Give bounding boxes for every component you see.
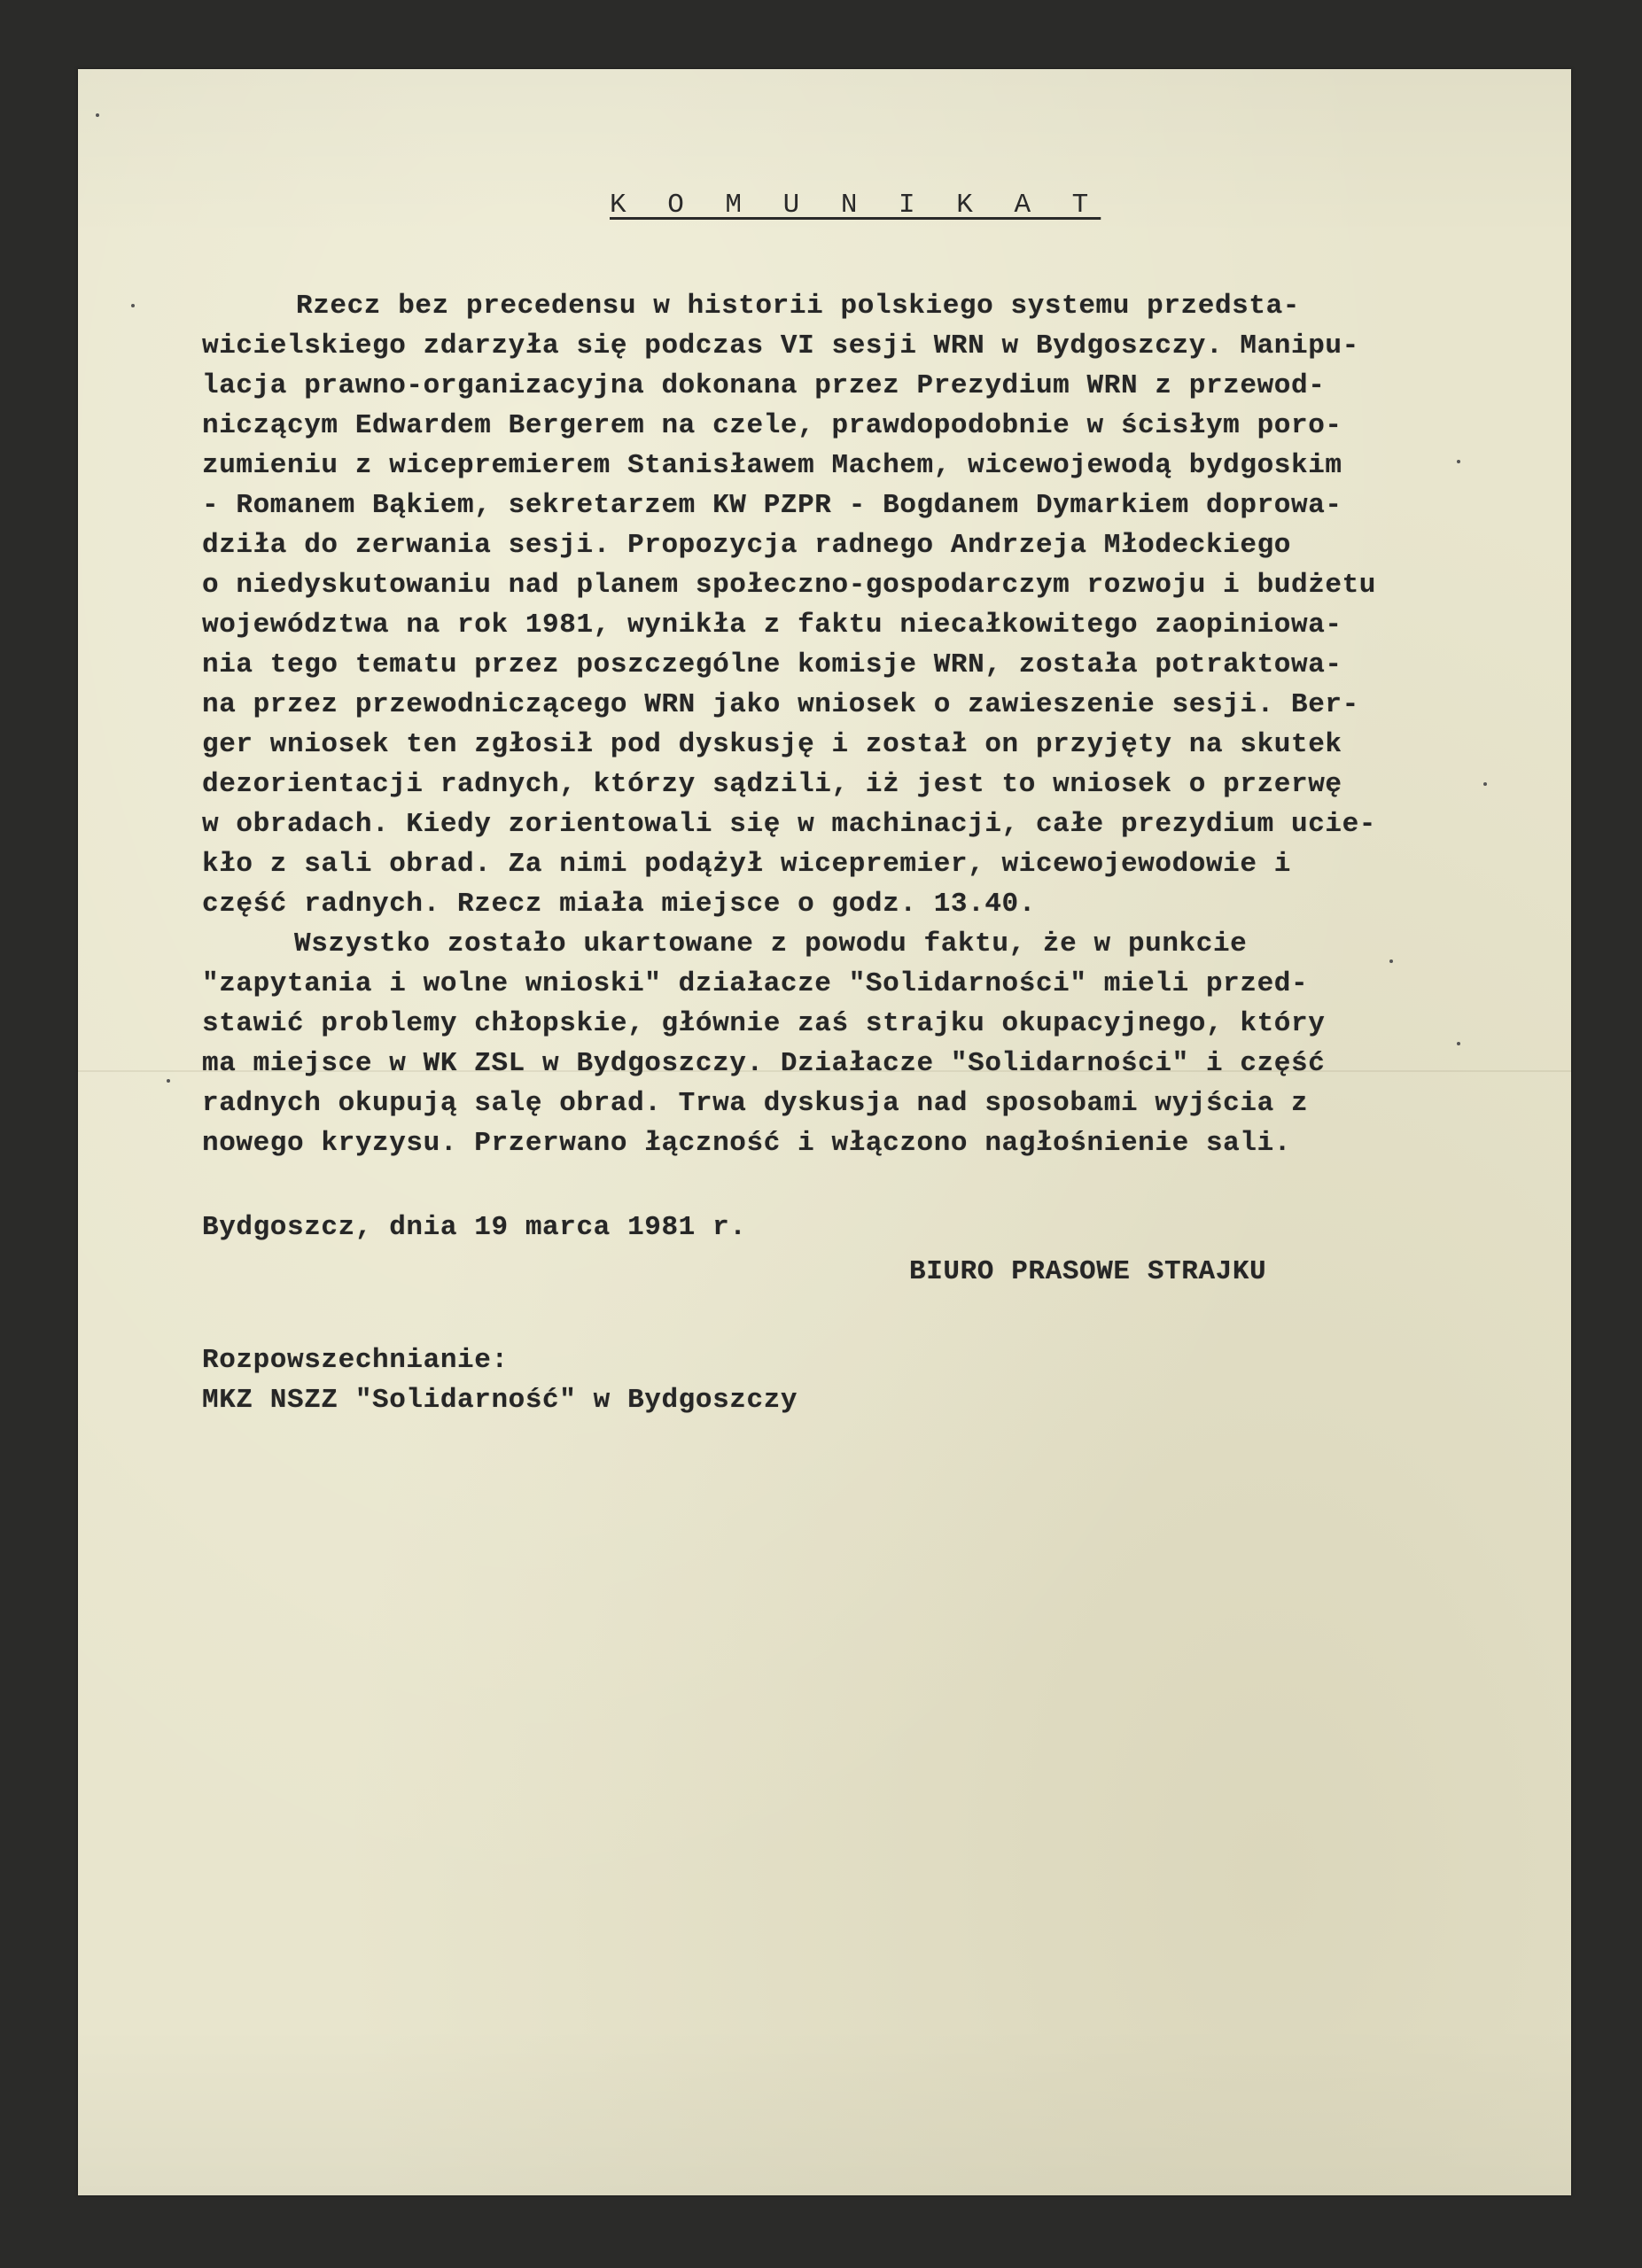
body-line: lacja prawno-organizacyjna dokonana przez Prezydium WRN z przewod- [202,370,1326,401]
body-line: dziła do zerwania sesji. Propozycja radnego Andrzeja Młodeckiego [202,530,1291,561]
paper-speck [1389,959,1393,963]
body-line: Rzecz bez precedensu w historii polskiego systemu przedsta- [296,291,1300,322]
body-line: kło z sali obrad. Za nimi podążył wicepremier, wicewojewodowie i [202,849,1291,880]
paper-speck [96,113,99,117]
body-line: zumieniu z wicepremierem Stanisławem Machem, wicewojewodą bydgoskim [202,450,1342,481]
paper-speck [167,1079,170,1083]
body-line: niczącym Edwardem Bergerem na czele, prawdopodobnie w ścisłym poro- [202,410,1342,441]
body-line: o niedyskutowaniu nad planem społeczno-gospodarczym rozwoju i budżetu [202,570,1377,601]
paper-speck [131,304,135,307]
body-line: - Romanem Bąkiem, sekretarzem KW PZPR - Bogdanem Dymarkiem doprowa- [202,490,1342,521]
body-line: ger wniosek ten zgłosił pod dyskusję i został on przyjęty na skutek [202,729,1342,760]
paper-speck [1457,1042,1460,1045]
signature: BIURO PRASOWE STRAJKU [909,1256,1267,1287]
body-line: nowego kryzysu. Przerwano łączność i włączono nagłośnienie sali. [202,1128,1291,1159]
paper-speck [1457,460,1460,463]
document-page [78,69,1571,2195]
body-line: Wszystko zostało ukartowane z powodu faktu, że w punkcie [294,928,1248,959]
distribution-value: MKZ NSZZ "Solidarność" w Bydgoszczy [202,1385,798,1416]
body-line: na przez przewodniczącego WRN jako wniosek o zawieszenie sesji. Ber- [202,689,1359,720]
document-title: K O M U N I K A T [610,190,1101,221]
body-line: w obradach. Kiedy zorientowali się w machinacji, całe prezydium ucie- [202,809,1377,840]
date-line: Bydgoszcz, dnia 19 marca 1981 r. [202,1212,747,1243]
paper-speck [1483,782,1487,786]
body-line: radnych okupują salę obrad. Trwa dyskusja nad sposobami wyjścia z [202,1088,1309,1119]
body-line: województwa na rok 1981, wynikła z faktu niecałkowitego zaopiniowa- [202,610,1342,641]
body-line: ma miejsce w WK ZSL w Bydgoszczy. Działacze "Solidarności" i część [202,1048,1326,1079]
distribution-label: Rozpowszechnianie: [202,1345,509,1376]
body-line: dezorientacji radnych, którzy sądzili, iż jest to wniosek o przerwę [202,769,1342,800]
body-line: część radnych. Rzecz miała miejsce o godz. 13.40. [202,889,1036,920]
body-line: "zapytania i wolne wnioski" działacze "Solidarności" mieli przed- [202,968,1309,999]
body-line: nia tego tematu przez poszczególne komisje WRN, została potraktowa- [202,649,1342,680]
body-line: wicielskiego zdarzyła się podczas VI sesji WRN w Bydgoszczy. Manipu- [202,330,1359,361]
body-line: stawić problemy chłopskie, głównie zaś strajku okupacyjnego, który [202,1008,1326,1039]
